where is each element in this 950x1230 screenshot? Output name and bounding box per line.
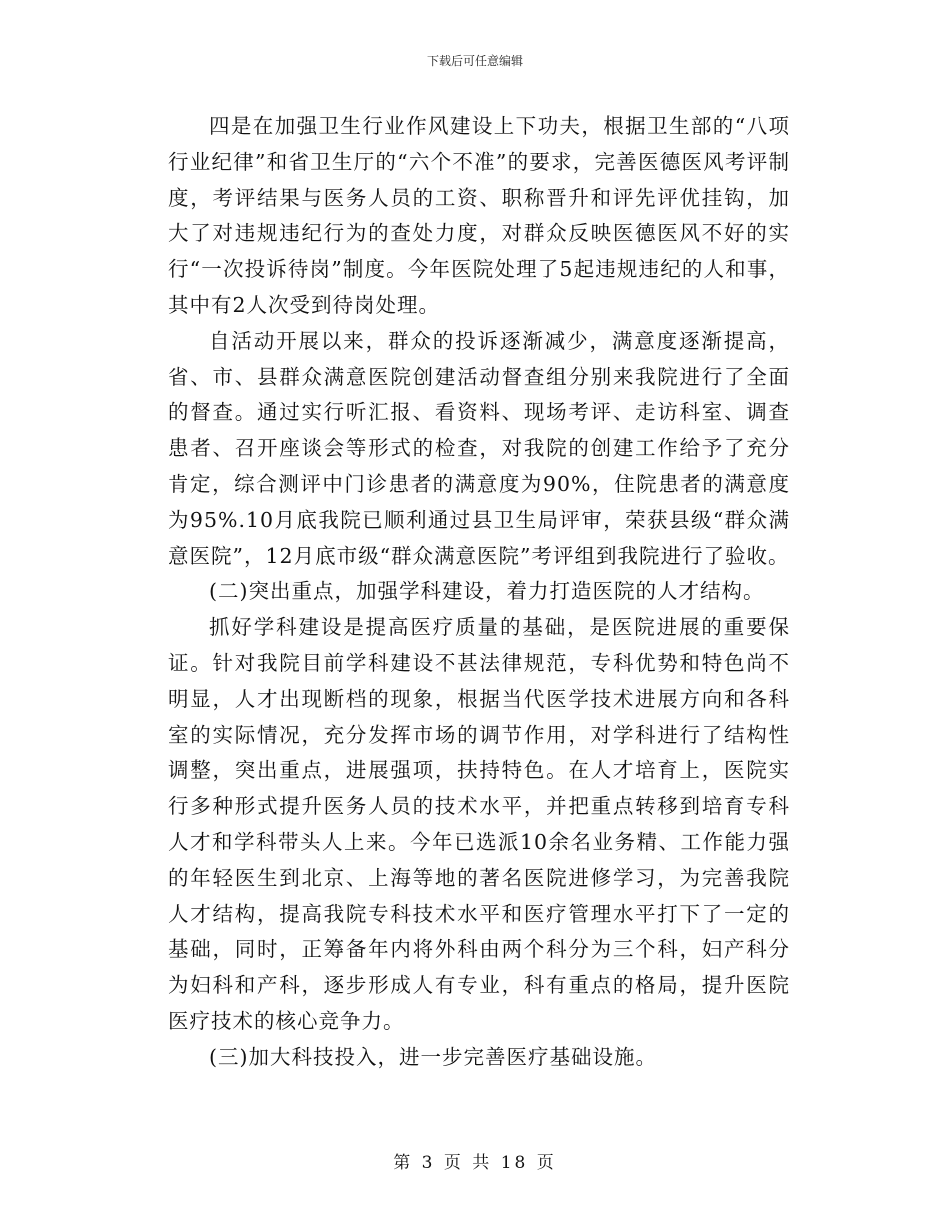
paragraph-satisfaction: 自活动开展以来，群众的投诉逐渐减少，满意度逐渐提高， 省、市、县群众满意医院创建活动督查组分别来我院进行了全面的督查。通过实行听汇报、看资料、现场考评、走访科室、调查患者、召开座谈会等形式的检查，对我院的创建工作给予了充分肯定，综合测评中门诊患者的满意度为90%，住院患者的满意度为95%.10月底我院已顺利通过县卫生局评审，荣获县级“群众满意医院”，12月底市级“群众满意医院”考评组到我院进行了验收。 [168, 328, 790, 568]
header-note: 下载后可任意编辑 [426, 54, 523, 68]
page-number: 第 3 页 共 18 页 [393, 1153, 557, 1173]
section-heading-2: (二)突出重点，加强学科建设，着力打造医院的人才结构。 [209, 579, 765, 604]
paragraph-work-style: 四是在加强卫生行业作风建设上下功夫，根据卫生部的“八项行业纪律”和省卫生厅的“六个不准”的要求，完善医德医风考评制度，考评结果与医务人员的工资、职称晋升和评先评优挂钩，加大了对违规违纪行为的查处力度，对群众反映医德医风不好的实行“一次投诉待岗”制度。今年医院处理了5起违规违纪的人和事，其中有2人次受到待岗处理。 [168, 114, 790, 317]
paragraph-discipline-building: 抓好学科建设是提高医疗质量的基础，是医院进展的重要保证。针对我院目前学科建设不甚法律规范，专科优势和特色尚不明显，人才出现断档的现象，根据当代医学技术进展方向和各科室的实际情况，充分发挥市场的调节作用，对学科进行了结构性调整，突出重点，进展强项，扶持特色。在人才培育上，医院实行多种形式提升医务人员的技术水平，并把重点转移到培育专科人才和学科带头人上来。今年已选派10余名业务精、工作能力强的年轻医生到北京、上海等地的著名医院进修学习，为完善我院人才结构，提高我院专科技术水平和医疗管理水平打下了一定的基础，同时，正筹备年内将外科由两个科分为三个科，妇产科分为妇科和产科，逐步形成人有专业，科有重点的格局，提升医院医疗技术的核心竞争力。 [168, 615, 790, 1033]
section-heading-3: (三)加大科技投入，进一步完善医疗基础设施。 [209, 1044, 657, 1069]
document-body [168, 109, 790, 1076]
